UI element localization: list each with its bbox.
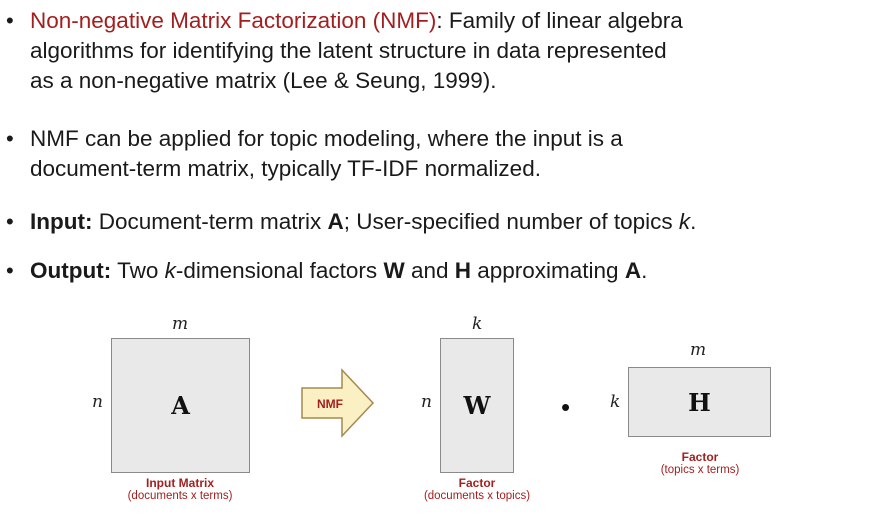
bullet-dot: • xyxy=(6,209,14,234)
bullet-text: ; User-specified number of topics xyxy=(343,209,679,234)
italic-term: k xyxy=(164,258,176,283)
bullet-dot: • xyxy=(6,8,14,33)
bullet-dot: • xyxy=(6,258,14,283)
nmf-term: Non-negative Matrix Factorization (NMF) xyxy=(30,8,437,33)
bullet-line: document-term matrix, typically TF-IDF normalized. xyxy=(30,156,541,181)
matrix-h: H xyxy=(628,367,771,437)
matrix-a-rows-label: n xyxy=(92,392,103,412)
matrix-a-caption xyxy=(100,476,260,503)
multiply-dot: • xyxy=(561,392,571,422)
bullet-line: as a non-negative matrix (Lee & Seung, 1999). xyxy=(30,68,497,93)
bullet-text: Document-term matrix xyxy=(92,209,328,234)
matrix-w: W xyxy=(440,338,514,473)
caption-title: Factor xyxy=(458,476,496,490)
caption-subtitle: (documents x topics) xyxy=(423,490,531,502)
bullet-line xyxy=(30,207,696,236)
bold-term: H xyxy=(454,258,471,283)
bullet-text: approximating xyxy=(470,258,625,283)
bullet-text: : Family of linear algebra xyxy=(436,8,683,33)
bullet-text: . xyxy=(641,258,648,283)
output-label: Output: xyxy=(30,258,112,283)
matrix-w-caption xyxy=(397,476,557,503)
bold-term: W xyxy=(383,258,405,283)
bullet-line xyxy=(30,256,647,285)
matrix-a: A xyxy=(111,338,250,473)
caption-subtitle: (documents x terms) xyxy=(127,490,233,502)
bullet-text: -dimensional factors xyxy=(175,258,384,283)
matrix-h-caption xyxy=(620,450,780,477)
matrix-h-rows-label: k xyxy=(610,392,621,412)
caption-subtitle: (topics x terms) xyxy=(660,464,740,476)
nmf-arrow-icon xyxy=(300,368,376,438)
bold-term: A xyxy=(624,258,642,283)
bullet-text: and xyxy=(404,258,455,283)
italic-term: k xyxy=(678,209,691,234)
matrix-w-cols-label: k xyxy=(472,314,483,334)
bullet-line: NMF can be applied for topic modeling, where the input is a xyxy=(30,126,623,151)
caption-title: Factor xyxy=(681,450,719,464)
bullet-line xyxy=(30,6,683,35)
matrix-h-cols-label: m xyxy=(690,340,707,360)
bold-term: A xyxy=(327,209,344,234)
input-label: Input: xyxy=(30,209,93,234)
bullet-text: . xyxy=(690,209,697,234)
matrix-a-cols-label: m xyxy=(172,314,189,334)
bullet-dot: • xyxy=(6,126,14,151)
bullet-text: Two xyxy=(111,258,165,283)
matrix-w-rows-label: n xyxy=(421,392,432,412)
bullet-line: algorithms for identifying the latent structure in data represented xyxy=(30,38,667,63)
arrow-label: NMF xyxy=(317,397,343,411)
caption-title: Input Matrix xyxy=(146,476,214,490)
